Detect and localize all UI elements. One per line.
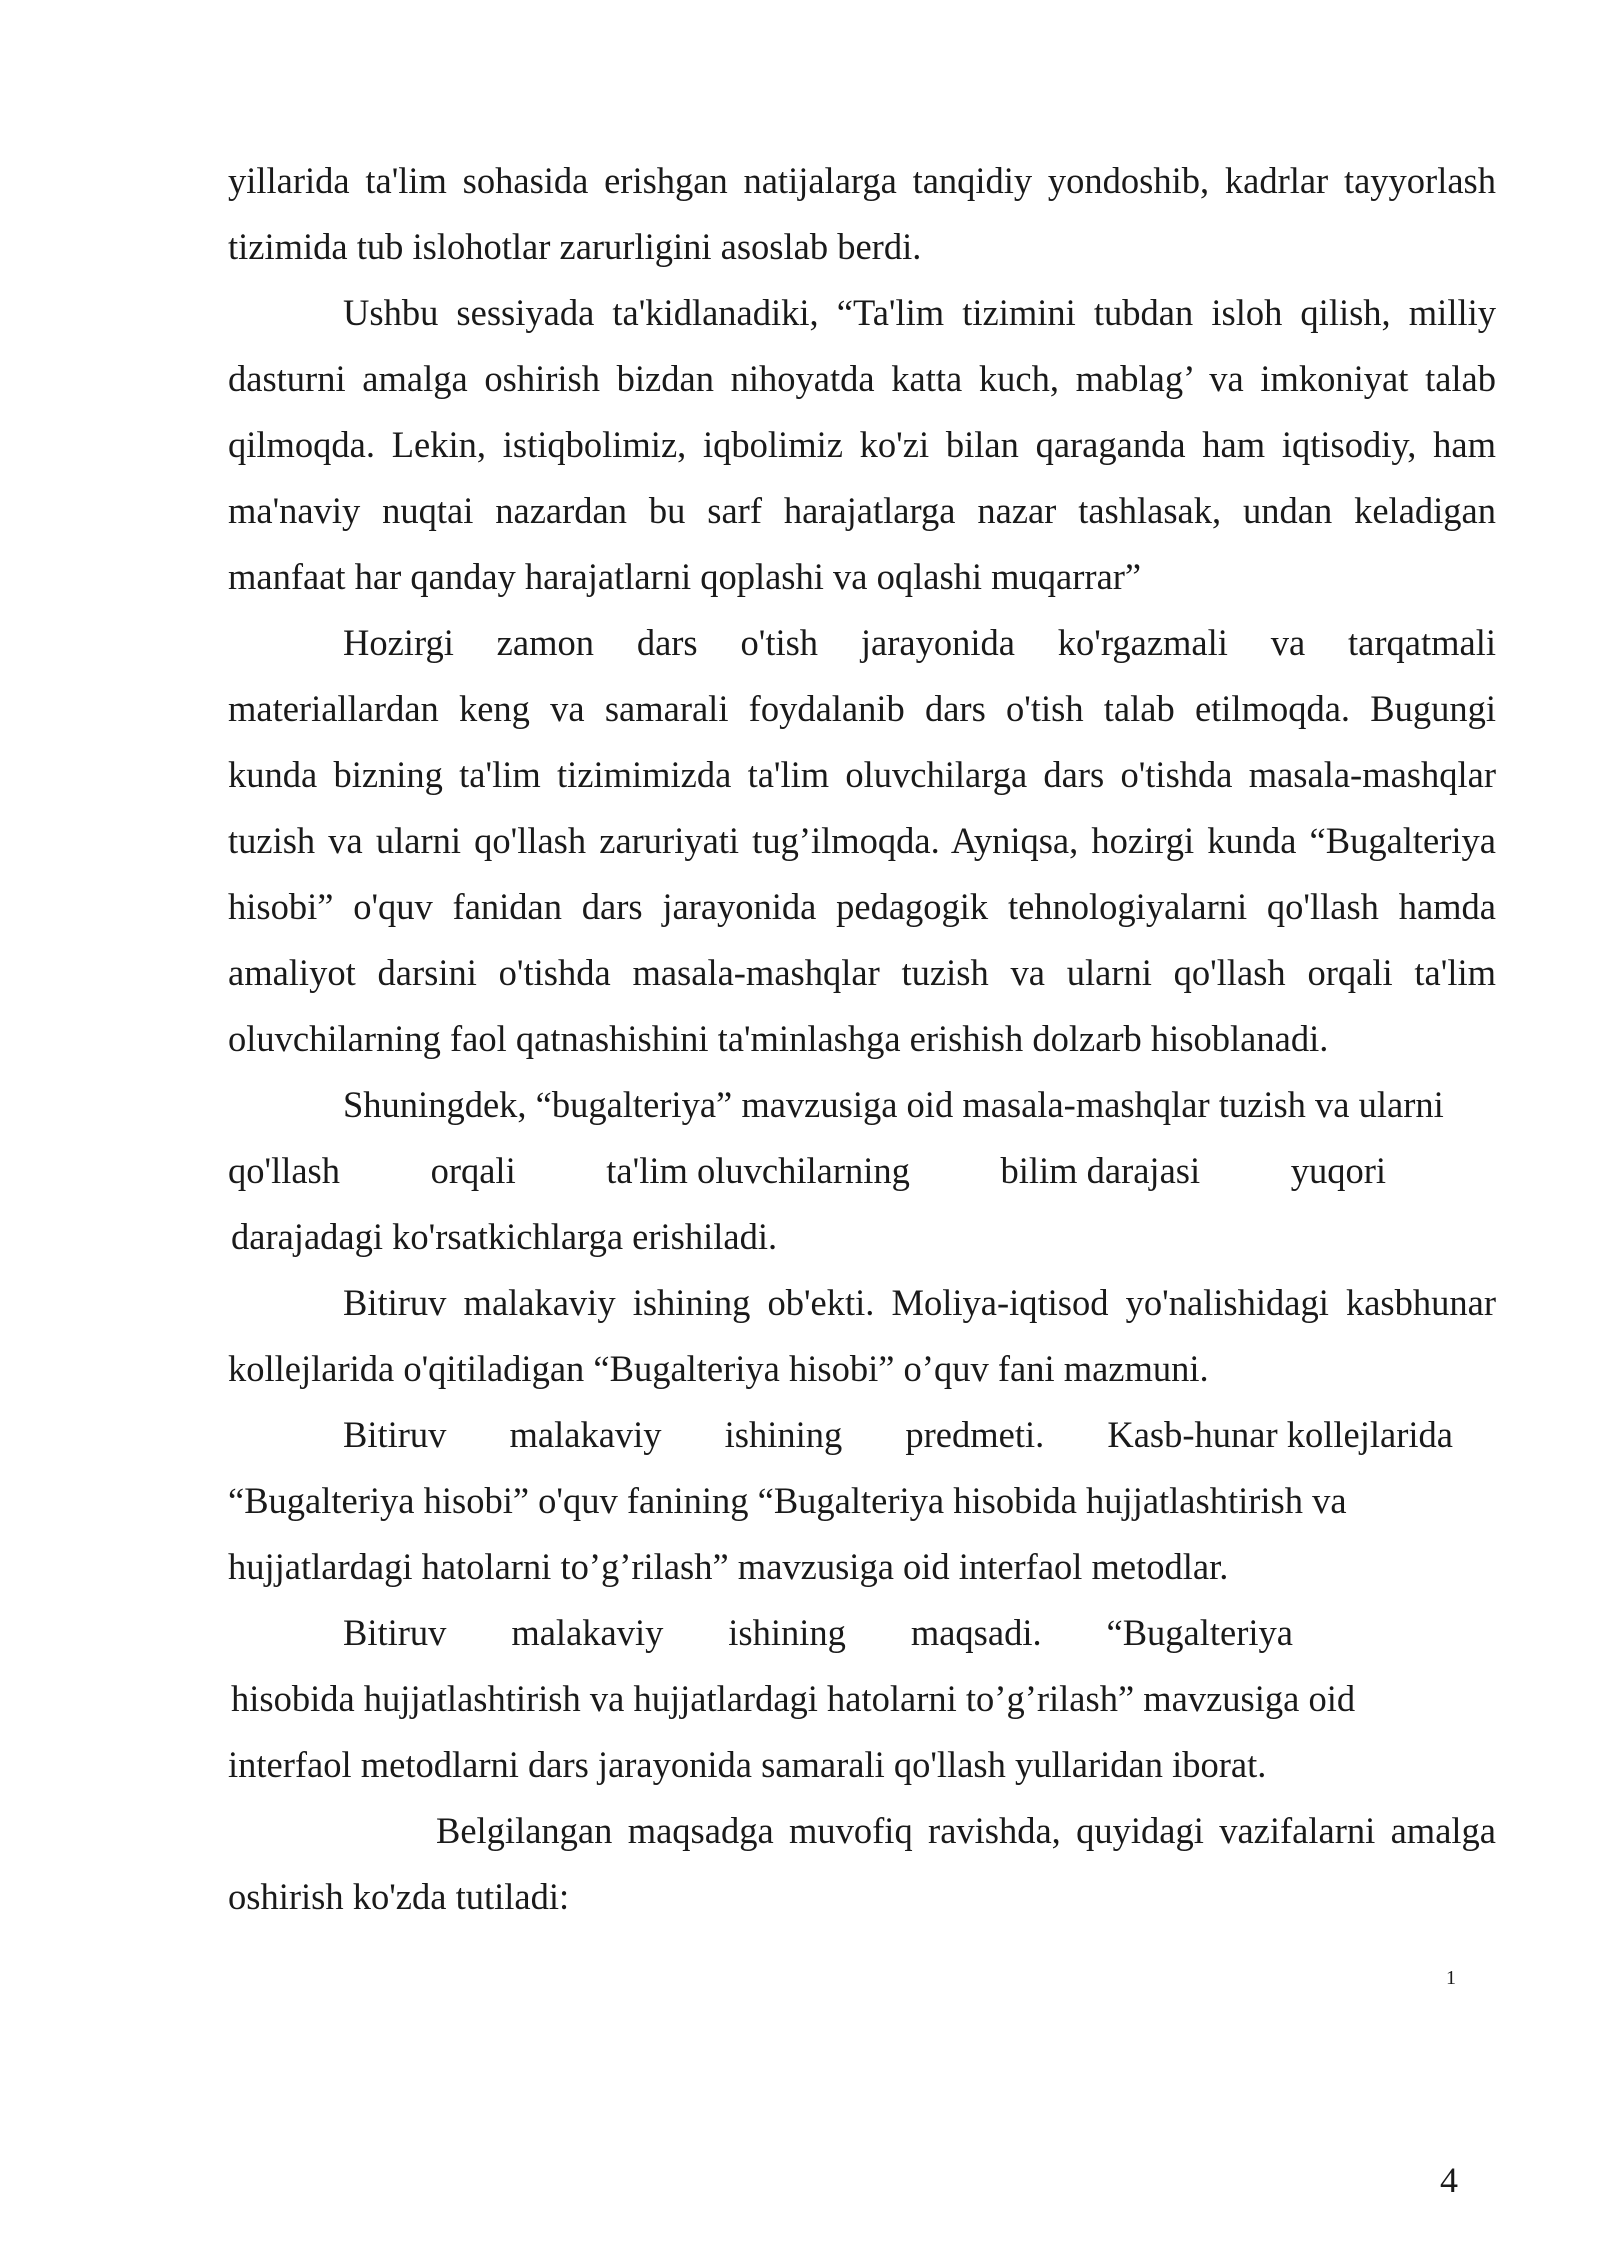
paragraph-4-word: orqali — [430, 1150, 516, 1191]
paragraph-4-word: bilim darajasi — [1000, 1150, 1201, 1191]
paragraph-6-line-1-words — [343, 1402, 1453, 1468]
paragraph-7-line-3: interfaol metodlarni dars jarayonida samarali qo'llash yullaridan iborat. — [228, 1744, 1267, 1785]
paragraph-3-line-7: oluvchilarning faol qatnashishini ta'minlashga erishish dolzarb hisoblanadi. — [228, 1018, 1329, 1059]
paragraph-5-line-2: kollejlarida o'qitiladigan “Bugalteriya hisobi” o’quv fani mazmuni. — [228, 1348, 1209, 1389]
paragraph-7-word: “Bugalteriya — [1106, 1612, 1293, 1653]
paragraph-4-line-3: darajadagi ko'rsatkichlarga erishiladi. — [231, 1216, 778, 1257]
paragraph-6-word: predmeti. — [905, 1414, 1045, 1455]
paragraph-4-line-1: Shuningdek, “bugalteriya” mavzusiga oid masala-mashqlar tuzish va ularni — [343, 1084, 1444, 1125]
paragraph-4-line-2 — [228, 1138, 1386, 1204]
paragraph-7-line-1 — [228, 1600, 1496, 1666]
paragraph-3-line-2: materiallardan keng va samarali foydalanib dars o'tish talab etilmoqda. Bugungi — [228, 688, 1496, 729]
paragraph-7-word: Bitiruv — [343, 1612, 447, 1653]
paragraph-7-word: maqsadi. — [910, 1612, 1042, 1653]
footnote-mark: 1 — [1446, 1967, 1456, 1989]
paragraph-3-line-4: tuzish va ularni qo'llash zaruriyati tug’ilmoqda. Ayniqsa, hozirgi kunda “Bugalteriya — [228, 820, 1496, 861]
body-text — [228, 148, 1496, 1930]
paragraph-2-line-5: manfaat har qanday harajatlarni qoplashi va oqlashi muqarrar” — [228, 556, 1142, 597]
page-number: 4 — [1440, 2160, 1458, 2200]
paragraph-3-line-1: Hozirgi zamon dars o'tish jarayonida ko'rgazmali va tarqatmali — [343, 622, 1496, 663]
paragraph-8-line-1: Belgilangan maqsadga muvofiq ravishda, quyidagi vazifalarni amalga — [436, 1810, 1496, 1851]
paragraph-2-line-3: qilmoqda. Lekin, istiqbolimiz, iqbolimiz ko'zi bilan qaraganda ham iqtisodiy, ham — [228, 424, 1496, 465]
paragraph-6-word: ishining — [724, 1414, 843, 1455]
paragraph-3-line-3: kunda bizning ta'lim tizimimizda ta'lim oluvchilarga dars o'tishda masala-mashqlar — [228, 754, 1496, 795]
paragraph-5-line-1: Bitiruv malakaviy ishining ob'ekti. Moliya-iqtisod yo'nalishidagi kasbhunar — [343, 1282, 1496, 1323]
paragraph-7-line-2: hisobida hujjatlashtirish va hujjatlardagi hatolarni to’g’rilash” mavzusiga oid — [231, 1678, 1356, 1719]
paragraph-2-line-4: ma'naviy nuqtai nazardan bu sarf harajatlarga nazar tashlasak, undan keladigan — [228, 490, 1496, 531]
paragraph-3-line-6: amaliyot darsini o'tishda masala-mashqlar tuzish va ularni qo'llash orqali ta'lim — [228, 952, 1496, 993]
paragraph-4-word: yuqori — [1290, 1150, 1386, 1191]
paragraph-6-line-1 — [228, 1402, 1496, 1468]
paragraph-4-word: ta'lim oluvchilarning — [606, 1150, 910, 1191]
paragraph-1-line-1: yillarida ta'lim sohasida erishgan natijalarga tanqidiy yondoshib, kadrlar tayyorlash — [228, 160, 1496, 201]
paragraph-1-line-2: tizimida tub islohotlar zarurligini asoslab berdi. — [228, 226, 922, 267]
paragraph-6-word: malakaviy — [509, 1414, 662, 1455]
paragraph-6-line-3: hujjatlardagi hatolarni to’g’rilash” mavzusiga oid interfaol metodlar. — [228, 1546, 1229, 1587]
paragraph-8-line-2: oshirish ko'zda tutiladi: — [228, 1876, 570, 1917]
paragraph-6-word: Kasb-hunar kollejlarida — [1107, 1414, 1453, 1455]
paragraph-2-line-2: dasturni amalga oshirish bizdan nihoyatda katta kuch, mablag’ va imkoniyat talab — [228, 358, 1496, 399]
paragraph-4-word: qo'llash — [228, 1150, 341, 1191]
paragraph-7-word: ishining — [728, 1612, 846, 1653]
paragraph-7-line-1-words — [343, 1600, 1293, 1666]
paragraph-6-word: Bitiruv — [343, 1414, 447, 1455]
paragraph-7-word: malakaviy — [511, 1612, 664, 1653]
paragraph-6-line-2: “Bugalteriya hisobi” o'quv fanining “Bugalteriya hisobida hujjatlashtirish va — [228, 1480, 1347, 1521]
paragraph-3-line-5: hisobi” o'quv fanidan dars jarayonida pedagogik tehnologiyalarni qo'llash hamda — [228, 886, 1496, 927]
paragraph-2-line-1: Ushbu sessiyada ta'kidlanadiki, “Ta'lim tizimini tubdan isloh qilish, milliy — [343, 292, 1496, 333]
